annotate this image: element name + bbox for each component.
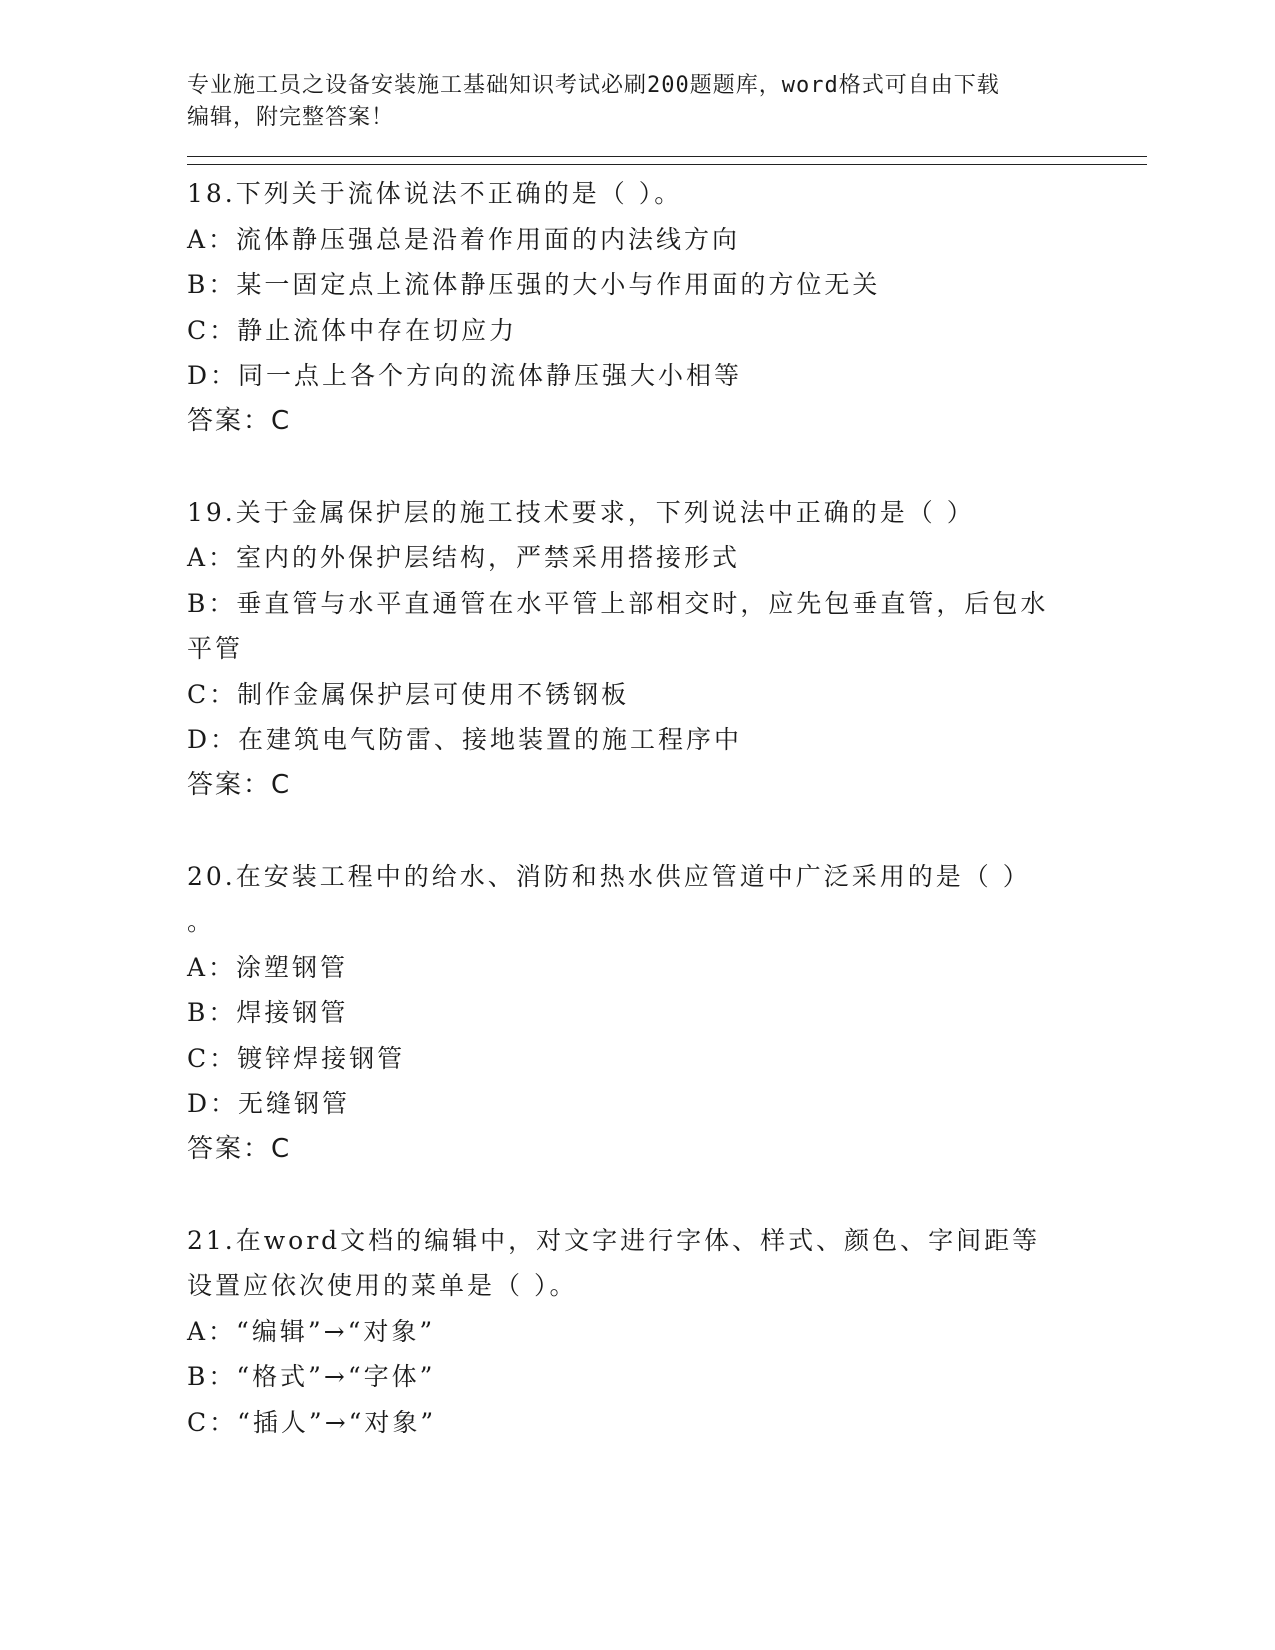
option-b: B：焊接钢管 [187, 998, 349, 1027]
option-a: A：室内的外保护层结构，严禁采用搭接形式 [187, 543, 741, 572]
header-line-1: 专业施工员之设备安装施工基础知识考试必刷200题题库，word格式可自由下载 [187, 73, 1000, 98]
option-b: B：“格式”→“字体” [187, 1362, 436, 1391]
option-d: D：无缝钢管 [187, 1089, 351, 1118]
question-18 [187, 171, 1147, 444]
question-20 [187, 854, 1147, 1172]
question-spacer [187, 808, 1147, 854]
answer: 答案：C [187, 1133, 292, 1164]
option-a: A：流体静压强总是沿着作用面的内法线方向 [187, 224, 741, 254]
option-b: B：某一固定点上流体静压强的大小与作用面的方位无关 [187, 270, 881, 299]
question-19 [187, 490, 1147, 808]
document-header [187, 70, 1067, 134]
question-text: 19.关于金属保护层的施工技术要求，下列说法中正确的是（ ） [187, 497, 975, 527]
header-line-2: 编辑，附完整答案！ [187, 105, 395, 130]
option-d: D：同一点上各个方向的流体静压强大小相等 [187, 361, 743, 390]
option-c: C：“插人”→“对象” [187, 1407, 437, 1437]
question-text: 21.在word文档的编辑中，对文字进行字体、样式、颜色、字间距等设置应依次使用的菜单是（ ）。 [187, 1225, 1041, 1300]
question-text-continuation: 。 [187, 907, 216, 936]
question-21 [187, 1218, 1147, 1446]
question-spacer [187, 444, 1147, 490]
option-c: C：制作金属保护层可使用不锈钢板 [187, 679, 630, 709]
answer: 答案：C [187, 405, 292, 436]
option-d: D：在建筑电气防雷、接地装置的施工程序中 [187, 725, 743, 754]
option-c: C：静止流体中存在切应力 [187, 315, 518, 345]
answer: 答案：C [187, 769, 292, 800]
option-a: A：“编辑”→“对象” [187, 1316, 436, 1346]
option-c: C：镀锌焊接钢管 [187, 1043, 406, 1073]
header-divider [187, 156, 1147, 165]
option-a: A：涂塑钢管 [187, 952, 349, 982]
question-spacer [187, 1172, 1147, 1218]
document-page [187, 70, 1147, 1445]
question-text: 18.下列关于流体说法不正确的是（ ）。 [187, 179, 683, 208]
question-text: 20.在安装工程中的给水、消防和热水供应管道中广泛采用的是（ ） [187, 861, 1031, 891]
option-b: B：垂直管与水平直通管在水平管上部相交时，应先包垂直管，后包水平管 [187, 588, 1049, 663]
